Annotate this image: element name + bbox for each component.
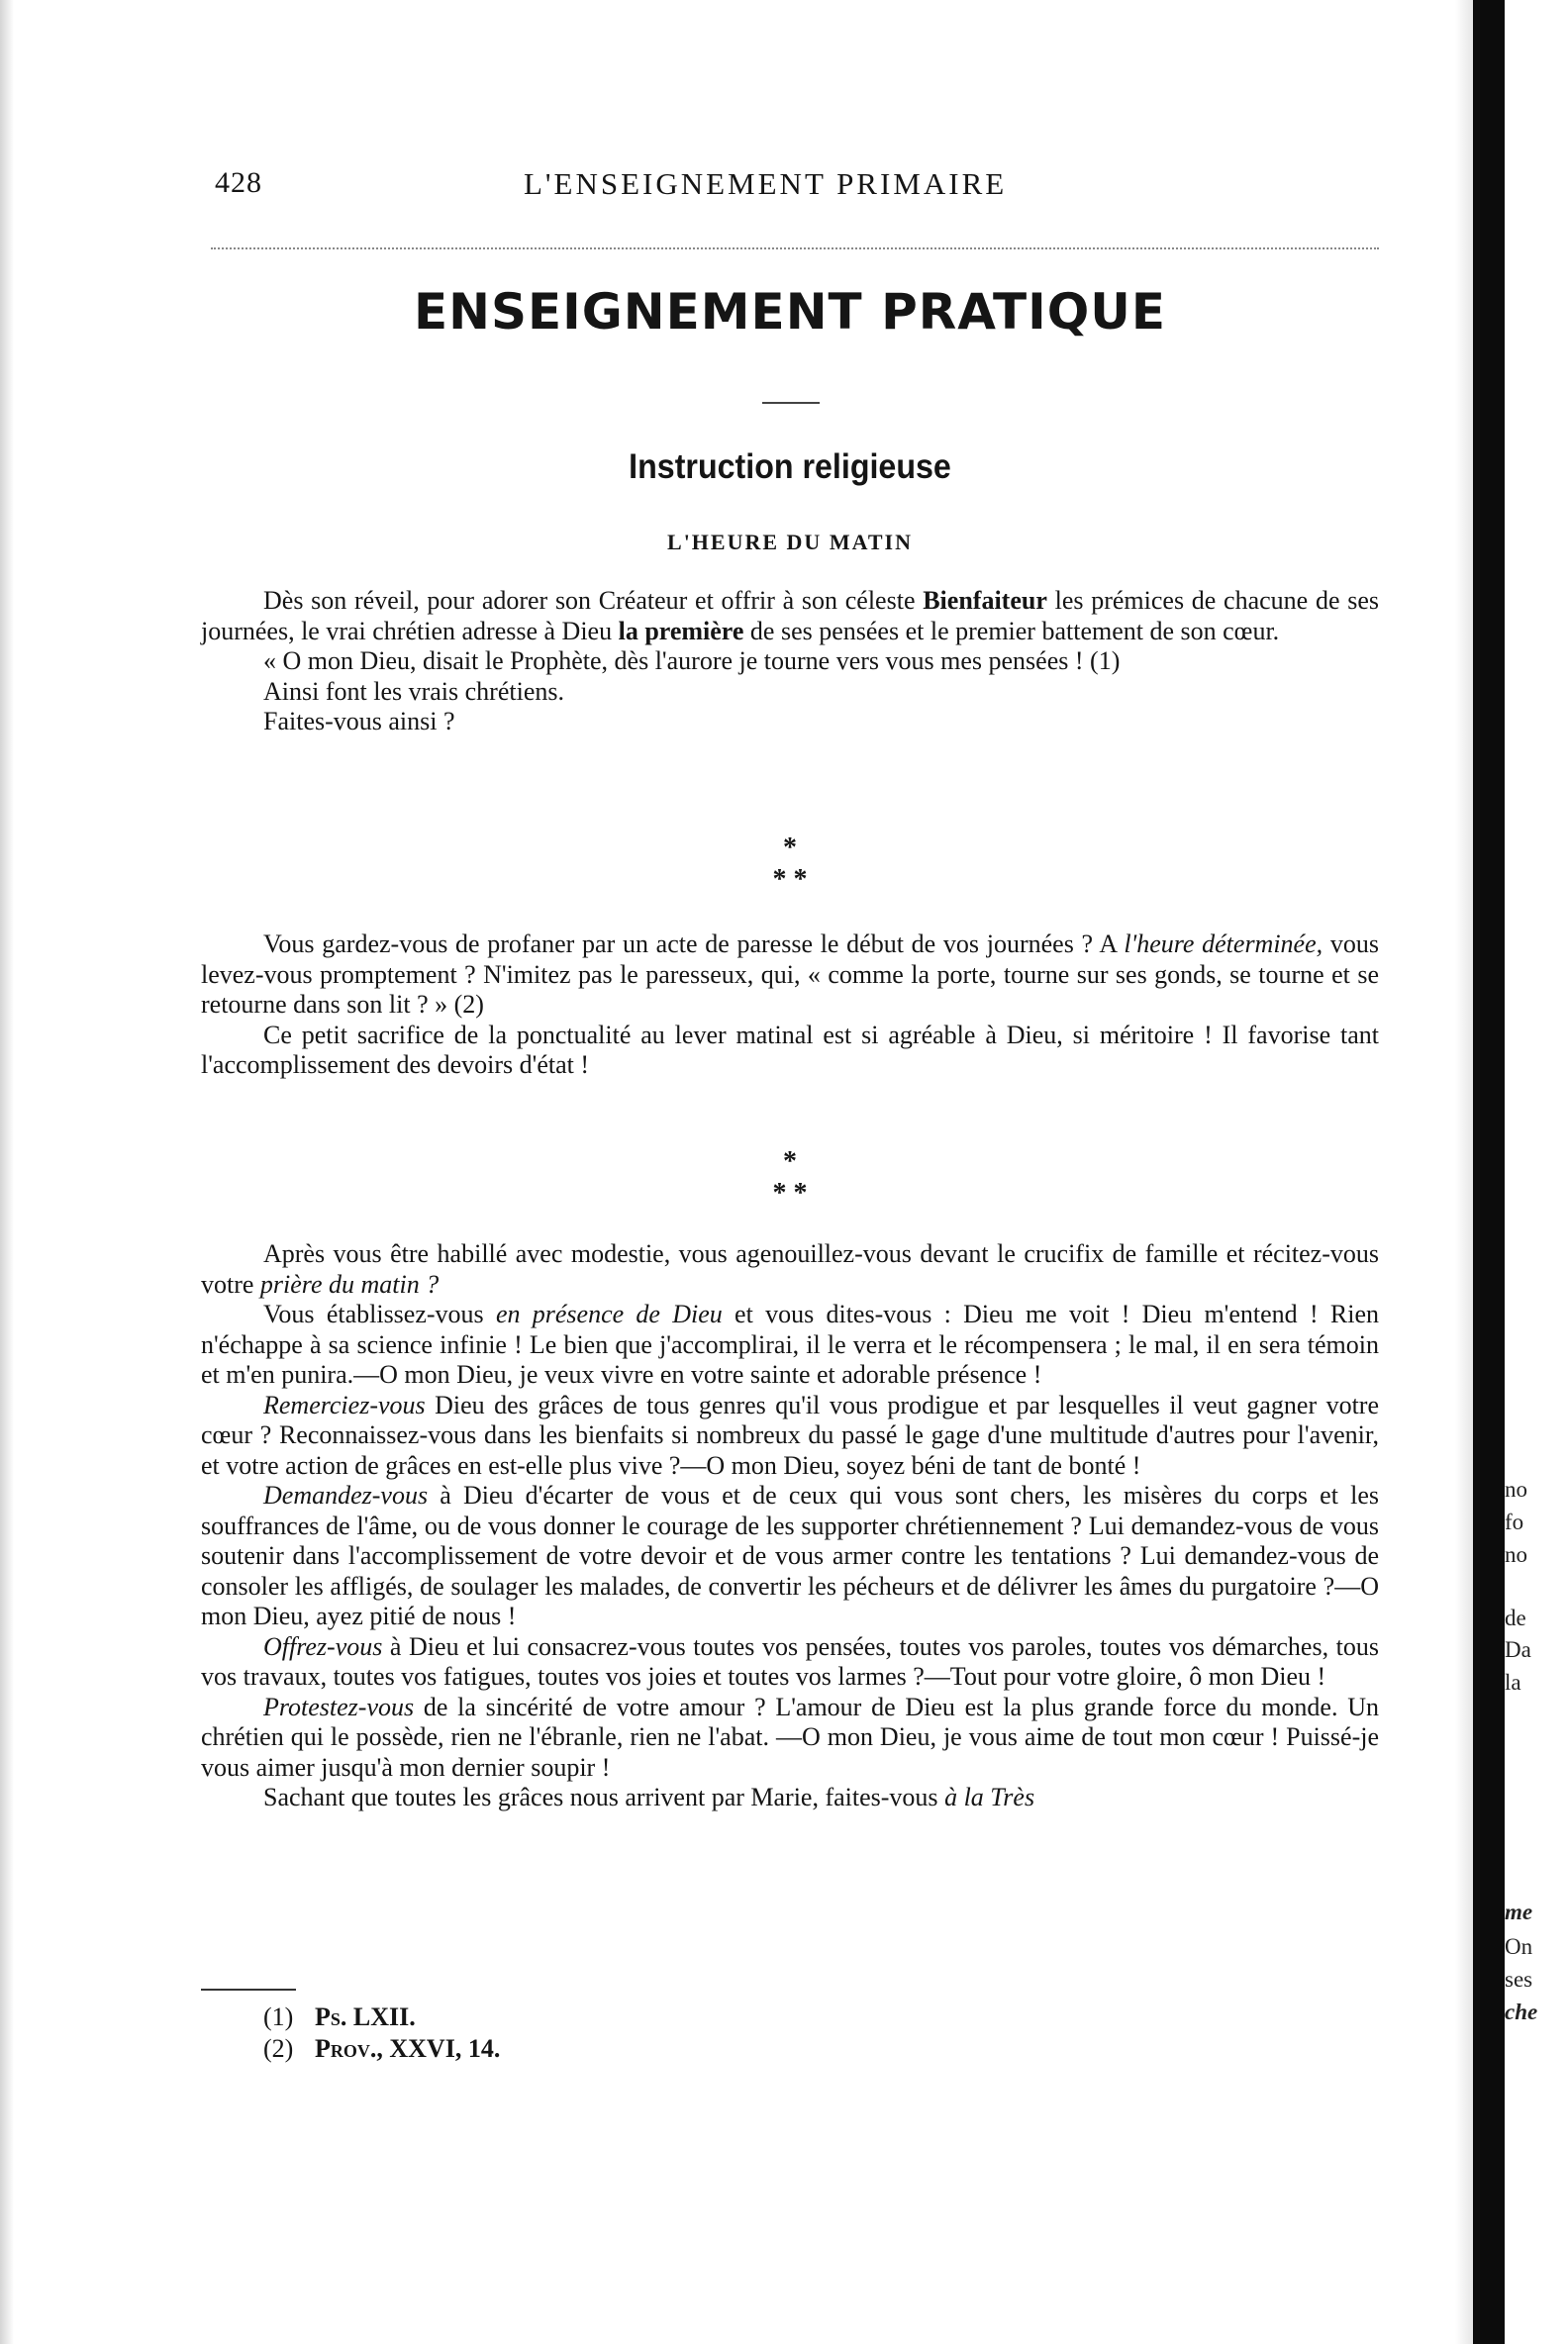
opposite-page-fragment: no	[1505, 1477, 1527, 1502]
text-run: Vous gardez-vous de profaner par un acte de paresse le début de vos journées ? A	[263, 929, 1125, 958]
gutter-shadow	[1455, 0, 1473, 2344]
opposite-page-fragment: che	[1505, 2000, 1538, 2024]
paragraph: Ainsi font les vrais chrétiens.	[263, 676, 564, 706]
book-spine	[1473, 0, 1505, 2344]
text-section-2	[201, 929, 1379, 1081]
running-title: L'ENSEIGNEMENT PRIMAIRE	[524, 166, 1008, 201]
text-run: Après vous être habillé avec modestie, vous agenouillez-vous devant le crucifix de famille et récitez-vous votre	[201, 1239, 1379, 1299]
subsection-title: Instruction religieuse	[629, 447, 951, 486]
footnote	[263, 2002, 1055, 2033]
paragraph	[201, 929, 1379, 1021]
asterism-bottom: * *	[772, 864, 808, 895]
opposite-page-fragment: me	[1505, 1900, 1533, 1924]
opposite-page-fragment: On	[1505, 1934, 1533, 1959]
italic-run: Protestez-vous	[263, 1692, 415, 1721]
opposite-page-fragment: Da	[1505, 1637, 1531, 1662]
footnote	[263, 2033, 1055, 2065]
text-section-1	[201, 586, 1379, 737]
paragraph	[201, 1783, 1379, 1813]
text-run: Vous établissez-vous	[263, 1300, 496, 1328]
page-edge-shadow	[0, 0, 14, 2344]
lesson-title: L'HEURE DU MATIN	[667, 530, 913, 554]
italic-run: à la Très	[944, 1783, 1035, 1811]
text-run: et vous dites-vous : Dieu me voit ! Dieu m'entend ! Rien n'échappe à sa science infinie ! Le bien que j'accomplirai, il le verra et le récompensera ; le mal, il en sera témoin et m'en punira.—O mon Dieu, je veux vivre en votre sainte et adorable présence !	[201, 1300, 1379, 1389]
opposite-page-fragment: fo	[1505, 1510, 1524, 1534]
footnotes	[263, 2002, 1055, 2065]
text-section-3	[201, 1239, 1379, 1813]
footnote-number: (2)	[263, 2034, 294, 2063]
bold-run: Bienfaiteur	[923, 586, 1047, 615]
text-run: les prémices de chacune de ses journées, le vrai chrétien adresse à Dieu	[201, 586, 1379, 645]
italic-run: Demandez-vous	[263, 1481, 429, 1510]
paragraph: Ce petit sacrifice de la ponctualité au lever matinal est si agréable à Dieu, si méritoire ! Il favorise tant l'accomplissement des devoirs d'état !	[201, 1020, 1379, 1079]
asterism-bottom: * *	[772, 1178, 808, 1209]
paragraph: Faites-vous ainsi ?	[263, 707, 455, 735]
opposite-page-fragment: la	[1505, 1670, 1521, 1695]
paragraph: « O mon Dieu, disait le Prophète, dès l'aurore je tourne vers vous mes pensées ! (1)	[263, 646, 1121, 675]
page-number: 428	[215, 166, 262, 199]
text-run: de ses pensées et le premier battement de son cœur.	[743, 616, 1280, 645]
footnote-reference: Prov., XXVI, 14.	[315, 2034, 501, 2063]
opposite-page-fragment: ses	[1505, 1967, 1533, 1992]
section-title: ENSEIGNEMENT PRATIQUE	[413, 283, 1166, 341]
italic-run: l'heure déterminée,	[1124, 929, 1323, 958]
footnote-number: (1)	[263, 2002, 294, 2031]
paragraph	[201, 1632, 1379, 1693]
title-rule	[762, 402, 820, 404]
footnote-rule	[201, 1989, 296, 1991]
header-rule	[211, 247, 1379, 249]
text-run: à Dieu et lui consacrez-vous toutes vos pensées, toutes vos paroles, toutes vos démarches, tous vos travaux, toutes vos fatigues, toutes vos joies et toutes vos larmes ?—Tout pour votre gloire, ô mon Dieu !	[201, 1631, 1379, 1691]
paragraph	[201, 1300, 1379, 1391]
italic-run: Remerciez-vous	[263, 1390, 426, 1419]
footnote-reference: Ps. LXII.	[315, 2002, 416, 2031]
text-run: à Dieu d'écarter de vous et de ceux qui vous sont chers, les misères du corps et les souffrances de l'âme, ou de vous donner le courage de les supporter chrétiennement ? Lui demandez-vous de vous soutenir dans l'accomplissement de votre devoir et de vous armer contre les tentations ? Lui demandez-vous de consoler les affligés, de soulager les malades, de convertir les pécheurs et de délivrer les âmes du purgatoire ?—O mon Dieu, ayez pitié de nous !	[201, 1481, 1379, 1630]
paragraph	[201, 586, 1379, 646]
running-head	[215, 166, 1379, 206]
asterism-top: *	[783, 1146, 797, 1177]
italic-run: en présence de Dieu	[495, 1300, 723, 1328]
paragraph	[201, 1239, 1379, 1300]
text-run: Dès son réveil, pour adorer son Créateur et offrir à son céleste	[263, 586, 924, 615]
paragraph	[201, 1481, 1379, 1632]
bold-run: la première	[618, 616, 744, 645]
text-run: Sachant que toutes les grâces nous arrivent par Marie, faites-vous	[263, 1783, 945, 1811]
paragraph	[201, 1391, 1379, 1482]
italic-run: prière du matin ?	[259, 1269, 440, 1299]
book-page	[201, 0, 1379, 2344]
opposite-page-edge	[1505, 0, 1568, 2344]
opposite-page-fragment: de	[1505, 1606, 1526, 1630]
italic-run: Offrez-vous	[263, 1631, 383, 1661]
text-run: de la sincérité de votre amour ? L'amour de Dieu est la plus grande force du monde. Un chrétien qui le possède, rien ne l'ébranle, rien ne l'abat. —O mon Dieu, je vous aime de tout mon cœur ! Puissé-je vous aimer jusqu'à mon dernier soupir !	[201, 1692, 1379, 1782]
opposite-page-fragment: no	[1505, 1542, 1527, 1567]
text-run: Dieu des grâces de tous genres qu'il vous prodigue et par lesquelles il veut gagner votre cœur ? Reconnaissez-vous dans les bienfaits si nombreux du passé le gage d'une multitude d'autres pour l'avenir, et votre action de grâces en est-elle plus vive ?—O mon Dieu, soyez béni de tant de bonté !	[201, 1390, 1379, 1480]
text-run: vous levez-vous promptement ? N'imitez pas le paresseux, qui, « comme la porte, tourne sur ses gonds, se tourne et se retourne dans son lit ? » (2)	[201, 929, 1379, 1019]
asterism-top: *	[783, 832, 797, 863]
paragraph	[201, 1693, 1379, 1784]
